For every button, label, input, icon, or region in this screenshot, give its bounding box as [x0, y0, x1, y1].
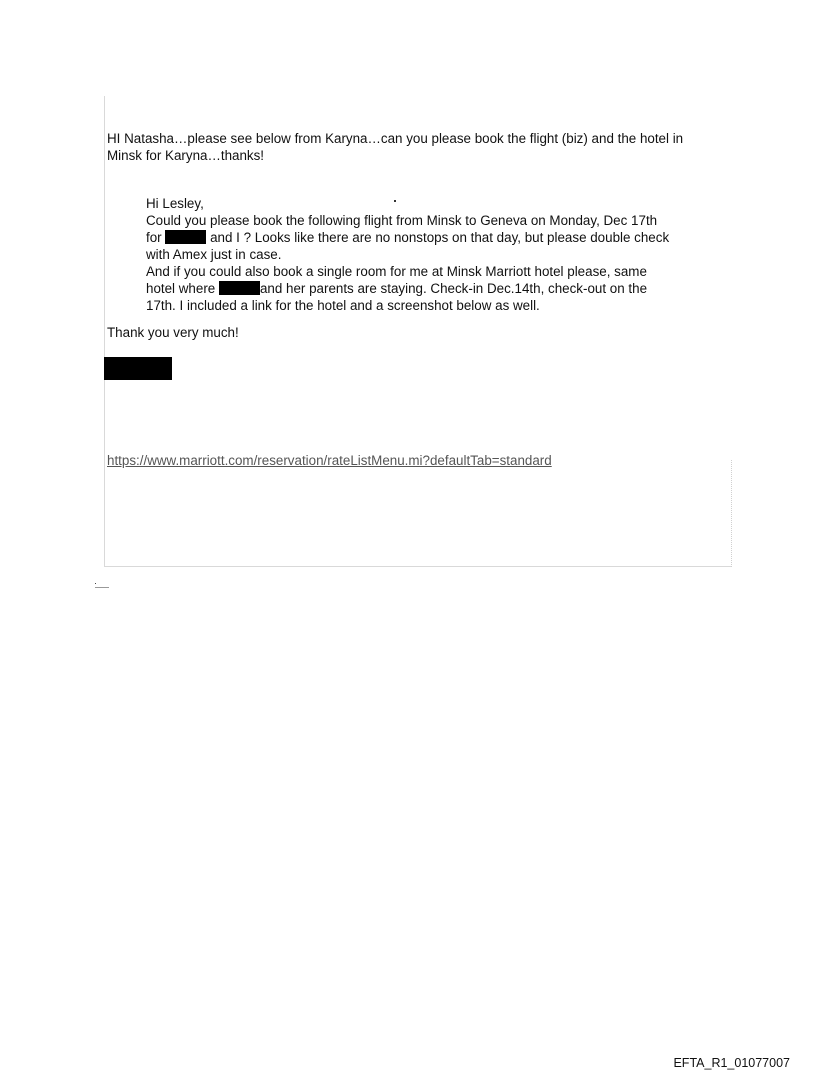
quoted-text: and I ? Looks like there are no nonstops on that day, but please double check: [206, 230, 670, 245]
image-placeholder-mark: [95, 583, 109, 588]
quoted-greeting: Hi Lesley,: [146, 196, 204, 211]
intro-line: Minsk for Karyna…thanks!: [107, 148, 265, 163]
intro-message: [107, 130, 683, 164]
frame-right-border: [731, 460, 732, 567]
quoted-text: for: [146, 230, 166, 245]
quoted-line: Could you please book the following flight from Minsk to Geneva on Monday, Dec 17th: [146, 213, 658, 228]
document-id: EFTA_R1_01077007: [673, 1056, 790, 1070]
closing-thanks: Thank you very much!: [107, 325, 239, 340]
quoted-text: hotel where: [146, 281, 219, 296]
intro-line: HI Natasha…please see below from Karyna…can you please book the flight (biz) and the hotel in: [107, 131, 684, 146]
quoted-line: 17th. I included a link for the hotel and a screenshot below as well.: [146, 298, 540, 313]
hotel-reservation-link[interactable]: https://www.marriott.com/reservation/rateListMenu.mi?defaultTab=standard: [107, 453, 552, 468]
quoted-text: and her parents are staying. Check-in Dec.14th, check-out on the: [259, 281, 648, 296]
redaction-block: [165, 230, 206, 244]
quoted-line: [146, 280, 669, 297]
quoted-message: [146, 195, 669, 314]
quoted-line: with Amex just in case.: [146, 247, 282, 262]
signature-redaction: [104, 357, 172, 380]
quoted-line: [146, 229, 669, 246]
redaction-block: [219, 281, 260, 295]
quoted-line: And if you could also book a single room for me at Minsk Marriott hotel please, same: [146, 264, 647, 279]
